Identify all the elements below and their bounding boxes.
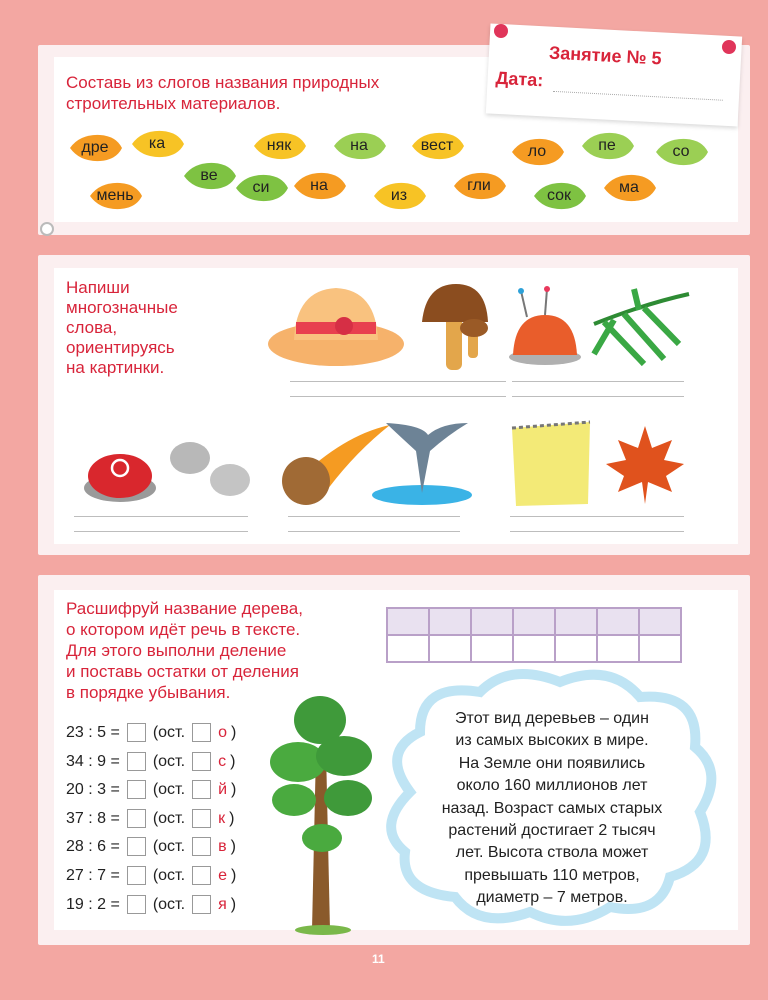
task3-line1: Расшифруй название дерева,: [66, 599, 303, 618]
division-expression: 20 : 3 =: [66, 780, 120, 798]
remainder-letter: о: [218, 723, 227, 741]
spruce-branch-picture: [584, 284, 694, 369]
cloud-line: назад. Возраст самых старых: [441, 799, 663, 817]
remainder-label: (ост.: [152, 752, 186, 770]
syllable-text: со: [672, 143, 690, 160]
remainder-box[interactable]: [192, 809, 211, 828]
syllable-leaf[interactable]: [250, 130, 308, 162]
remainder-letter: в: [218, 837, 227, 855]
syllable-text: си: [252, 179, 270, 196]
meteor-whale-tail-picture: [272, 415, 472, 510]
quotient-box[interactable]: [127, 809, 146, 828]
division-expression: 27 : 7 =: [66, 866, 120, 884]
division-row: 34 : 9 = (ост. с ): [66, 752, 236, 770]
syllable-text: на: [310, 177, 328, 194]
remainder-label: (ост.: [152, 723, 186, 741]
division-row: 19 : 2 = (ост. я ): [66, 895, 237, 913]
remainder-box[interactable]: [192, 866, 211, 885]
page-number: 11: [372, 952, 385, 966]
remainder-label: (ост.: [152, 895, 186, 913]
cloud-line: около 160 миллионов лет: [456, 777, 648, 795]
syllable-text: гли: [467, 177, 491, 194]
remainder-box[interactable]: [192, 752, 211, 771]
remainder-label: (ост.: [152, 866, 186, 884]
syllable-leaf[interactable]: [290, 170, 348, 202]
syllable-leaf[interactable]: [180, 160, 238, 192]
cloud-line: лет. Высота ствола может: [455, 844, 649, 862]
division-row: 20 : 3 = (ост. й ): [66, 780, 237, 798]
quotient-box[interactable]: [127, 837, 146, 856]
division-expression: 37 : 8 =: [66, 809, 120, 827]
syllable-leaf[interactable]: [66, 132, 124, 164]
quotient-box[interactable]: [127, 895, 146, 914]
cloud-line: диаметр – 7 метров.: [476, 889, 628, 907]
hat-picture: [266, 282, 406, 372]
lesson-note: [486, 23, 742, 126]
quotient-box[interactable]: [127, 866, 146, 885]
note-paper-picture: [506, 418, 596, 508]
remainder-box[interactable]: [192, 723, 211, 742]
task2-line4: ориентируясь: [66, 338, 175, 357]
syllable-text: няк: [266, 137, 292, 154]
binder-ring-icon: [40, 222, 54, 236]
answer-line-4[interactable]: [512, 396, 684, 397]
mushroom-picture: [416, 280, 496, 375]
date-line[interactable]: [553, 91, 723, 101]
remainder-label: (ост.: [152, 837, 186, 855]
task1-line2: строительных материалов.: [66, 94, 281, 113]
syllable-text: сок: [546, 187, 572, 204]
remainder-letter: е: [218, 866, 227, 884]
tree-picture: [268, 690, 378, 935]
remainder-box[interactable]: [192, 895, 211, 914]
syllable-leaf[interactable]: [450, 170, 508, 202]
remainder-letter: к: [218, 809, 226, 827]
task2-line2: многозначные: [66, 298, 178, 317]
button-picture: [80, 428, 260, 508]
quotient-box[interactable]: [127, 752, 146, 771]
answer-grid[interactable]: [386, 607, 682, 663]
division-row: 27 : 7 = (ост. е ): [66, 866, 237, 884]
remainder-box[interactable]: [192, 837, 211, 856]
task2-line1: Напиши: [66, 278, 130, 297]
task2-line5: на картинки.: [66, 358, 165, 377]
date-label: Дата:: [495, 67, 544, 91]
syllable-text: ка: [148, 135, 166, 152]
remainder-label: (ост.: [152, 809, 186, 827]
syllable-leaf[interactable]: [652, 136, 710, 168]
division-expression: 34 : 9 =: [66, 752, 120, 770]
task3-line3: Для этого выполни деление: [66, 641, 287, 660]
remainder-letter: с: [218, 752, 227, 770]
cloud-line: Этот вид деревьев – один: [455, 710, 649, 727]
tree-description: [394, 708, 710, 910]
task2-line3: слова,: [66, 318, 118, 337]
syllable-leaf[interactable]: [530, 180, 588, 212]
syllable-leaf[interactable]: [600, 172, 658, 204]
remainder-box[interactable]: [192, 780, 211, 799]
answer-line-10[interactable]: [510, 531, 684, 532]
answer-line-5[interactable]: [74, 516, 248, 517]
answer-line-7[interactable]: [288, 516, 460, 517]
syllable-leaf[interactable]: [128, 128, 186, 160]
task1-line1: Составь из слогов названия природных: [66, 73, 380, 92]
remainder-letter: я: [218, 895, 227, 913]
answer-line-2[interactable]: [290, 396, 506, 397]
cloud-line: превышать 110 метров,: [464, 866, 640, 884]
task3-line2: о котором идёт речь в тексте.: [66, 620, 301, 639]
syllable-leaf[interactable]: [408, 130, 466, 162]
division-row: 28 : 6 = (ост. в ): [66, 837, 236, 855]
syllable-text: ма: [619, 179, 639, 196]
remainder-letter: й: [218, 780, 227, 798]
syllable-leaf[interactable]: [508, 136, 566, 168]
syllable-leaf[interactable]: [232, 172, 290, 204]
pushpin-icon: [494, 24, 508, 38]
answer-line-1[interactable]: [290, 381, 506, 382]
division-row: 37 : 8 = (ост. к ): [66, 809, 235, 827]
syllable-leaf[interactable]: [330, 130, 388, 162]
syllable-leaf[interactable]: [86, 180, 144, 212]
lesson-title: Занятие № 5: [548, 42, 663, 69]
quotient-box[interactable]: [127, 723, 146, 742]
syllable-text: из: [390, 187, 408, 204]
answer-line-9[interactable]: [510, 516, 684, 517]
division-expression: 28 : 6 =: [66, 837, 120, 855]
division-row: 23 : 5 = (ост. о ): [66, 723, 237, 741]
remainder-label: (ост.: [152, 780, 186, 798]
cloud-line: На Земле они появились: [458, 754, 646, 772]
division-expression: 23 : 5 =: [66, 723, 120, 741]
syllable-text: ве: [200, 167, 218, 184]
syllable-leaf[interactable]: [578, 130, 636, 162]
answer-line-3[interactable]: [512, 381, 684, 382]
maple-leaf-picture: [600, 418, 690, 508]
answer-line-6[interactable]: [74, 531, 248, 532]
task3-line5: в порядке убывания.: [66, 683, 231, 702]
pincushion-picture: [505, 285, 585, 375]
syllable-text: вест: [420, 137, 454, 154]
task3-line4: и поставь остатки от деления: [66, 662, 299, 681]
cloud-line: растений достигает 2 тысяч: [448, 822, 656, 840]
syllable-text: пе: [598, 137, 616, 154]
syllable-text: мень: [96, 187, 134, 204]
syllable-text: на: [350, 137, 368, 154]
pushpin-icon: [722, 40, 736, 54]
answer-line-8[interactable]: [288, 531, 460, 532]
syllable-text: дре: [81, 139, 109, 156]
syllable-leaf[interactable]: [370, 180, 428, 212]
cloud-line: из самых высоких в мире.: [455, 732, 649, 750]
division-expression: 19 : 2 =: [66, 895, 120, 913]
syllable-text: ло: [527, 143, 547, 160]
quotient-box[interactable]: [127, 780, 146, 799]
